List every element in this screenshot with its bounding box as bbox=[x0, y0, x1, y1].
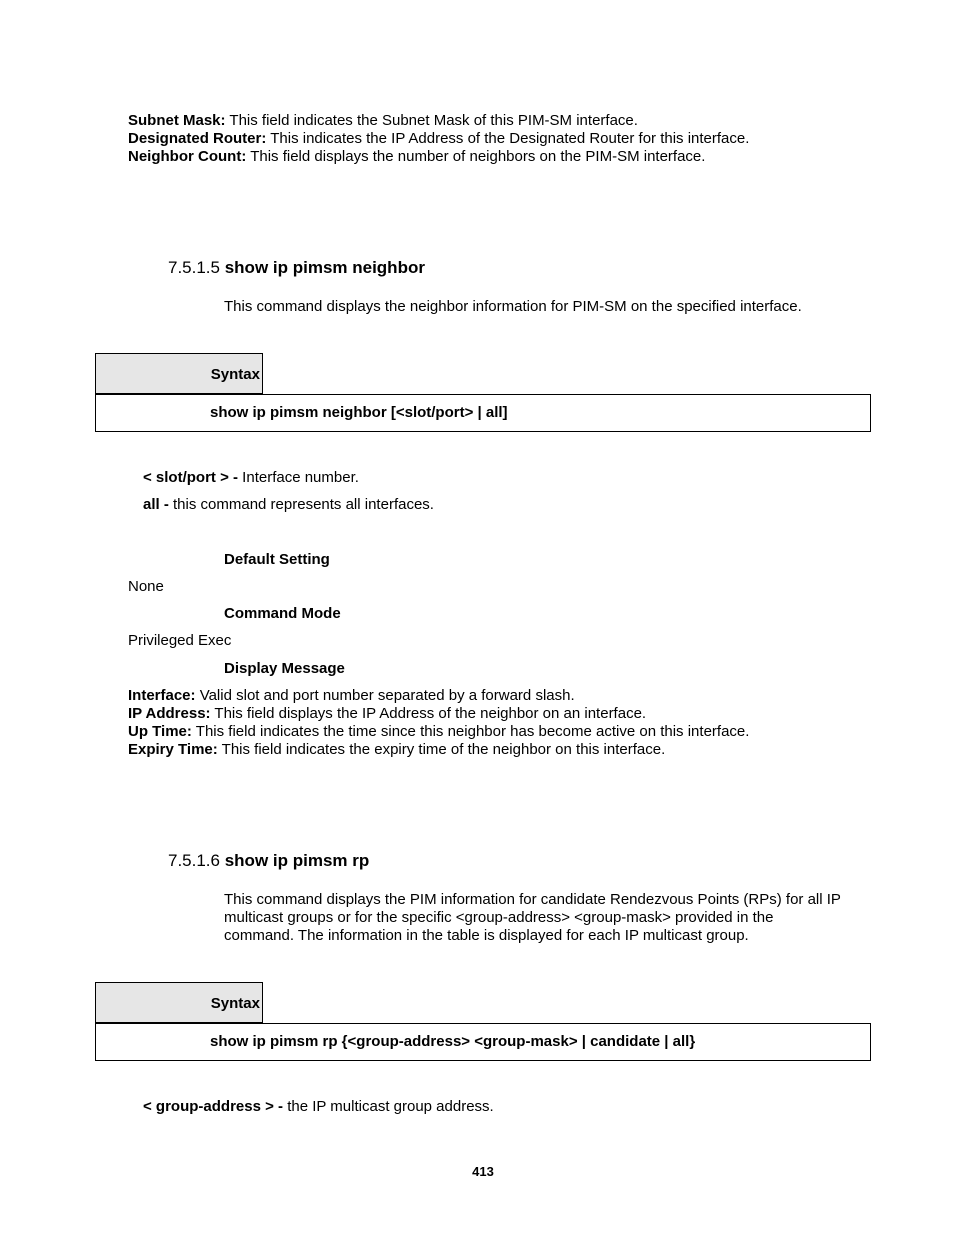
param-all bbox=[143, 496, 434, 514]
field-label: IP Address: bbox=[128, 705, 211, 722]
display-field-ip-address bbox=[128, 705, 646, 723]
page-number: 413 bbox=[472, 1164, 494, 1179]
field-text: Valid slot and port number separated by a forward slash. bbox=[195, 687, 575, 704]
field-text: This field indicates the expiry time of the neighbor on this interface. bbox=[217, 741, 666, 758]
param-group-address bbox=[143, 1098, 494, 1116]
section-number: 7.5.1.5 bbox=[168, 258, 225, 277]
syntax-command: show ip pimsm rp {<group-address> <group-mask> | candidate | all} bbox=[210, 1033, 696, 1050]
section-number: 7.5.1.6 bbox=[168, 851, 225, 870]
field-text: This field indicates the Subnet Mask of this PIM-SM interface. bbox=[225, 112, 638, 129]
field-label: Up Time: bbox=[128, 723, 192, 740]
intro-field-designated-router bbox=[128, 130, 749, 148]
heading-text: Default Setting bbox=[224, 551, 330, 568]
command-mode-value: Privileged Exec bbox=[128, 632, 232, 649]
heading-text: Display Message bbox=[224, 660, 345, 677]
param-text: Interface number. bbox=[238, 469, 359, 486]
syntax-header-cell bbox=[95, 353, 263, 394]
field-label: Designated Router: bbox=[128, 130, 267, 147]
syntax-command: show ip pimsm neighbor [<slot/port> | all] bbox=[210, 404, 508, 421]
section-heading-rp bbox=[168, 851, 369, 871]
display-message-heading bbox=[224, 660, 345, 678]
section-title: show ip pimsm neighbor bbox=[224, 258, 425, 277]
param-text: this command represents all interfaces. bbox=[168, 496, 434, 513]
syntax-body-cell bbox=[95, 394, 871, 432]
command-mode-heading bbox=[224, 605, 341, 623]
default-setting-value: None bbox=[128, 578, 164, 595]
syntax-header-cell bbox=[95, 982, 263, 1023]
param-label: < slot/port > - bbox=[143, 469, 239, 486]
section-description: This command displays the neighbor information for PIM-SM on the specified interface. bbox=[224, 298, 802, 315]
field-text: This indicates the IP Address of the Designated Router for this interface. bbox=[266, 130, 750, 147]
field-label: Subnet Mask: bbox=[128, 112, 226, 129]
field-text: This field displays the IP Address of the neighbor on an interface. bbox=[210, 705, 647, 722]
display-field-interface bbox=[128, 687, 575, 705]
field-label: Interface: bbox=[128, 687, 196, 704]
display-field-expiry-time bbox=[128, 741, 665, 759]
field-label: Expiry Time: bbox=[128, 741, 218, 758]
display-field-up-time bbox=[128, 723, 749, 741]
intro-field-neighbor-count bbox=[128, 148, 705, 166]
heading-text: Command Mode bbox=[224, 605, 341, 622]
syntax-label: Syntax bbox=[210, 366, 260, 383]
field-text: This field displays the number of neighbors on the PIM-SM interface. bbox=[246, 148, 706, 165]
field-label: Neighbor Count: bbox=[128, 148, 247, 165]
section-description-line: multicast groups or for the specific <group-address> <group-mask> provided in the bbox=[224, 909, 774, 926]
syntax-body-cell bbox=[95, 1023, 871, 1061]
param-text: the IP multicast group address. bbox=[283, 1098, 494, 1115]
section-description-line: command. The information in the table is displayed for each IP multicast group. bbox=[224, 927, 749, 944]
section-heading-neighbor bbox=[168, 258, 425, 278]
intro-field-subnet-mask bbox=[128, 112, 638, 130]
syntax-label: Syntax bbox=[210, 995, 260, 1012]
param-label: < group-address > - bbox=[143, 1098, 284, 1115]
param-label: all - bbox=[143, 496, 169, 513]
field-text: This field indicates the time since this neighbor has become active on this interface. bbox=[191, 723, 750, 740]
section-title: show ip pimsm rp bbox=[224, 851, 370, 870]
param-slot-port bbox=[143, 469, 359, 487]
default-setting-heading bbox=[224, 551, 330, 569]
section-description-line: This command displays the PIM information for candidate Rendezvous Points (RPs) for all IP bbox=[224, 891, 841, 908]
